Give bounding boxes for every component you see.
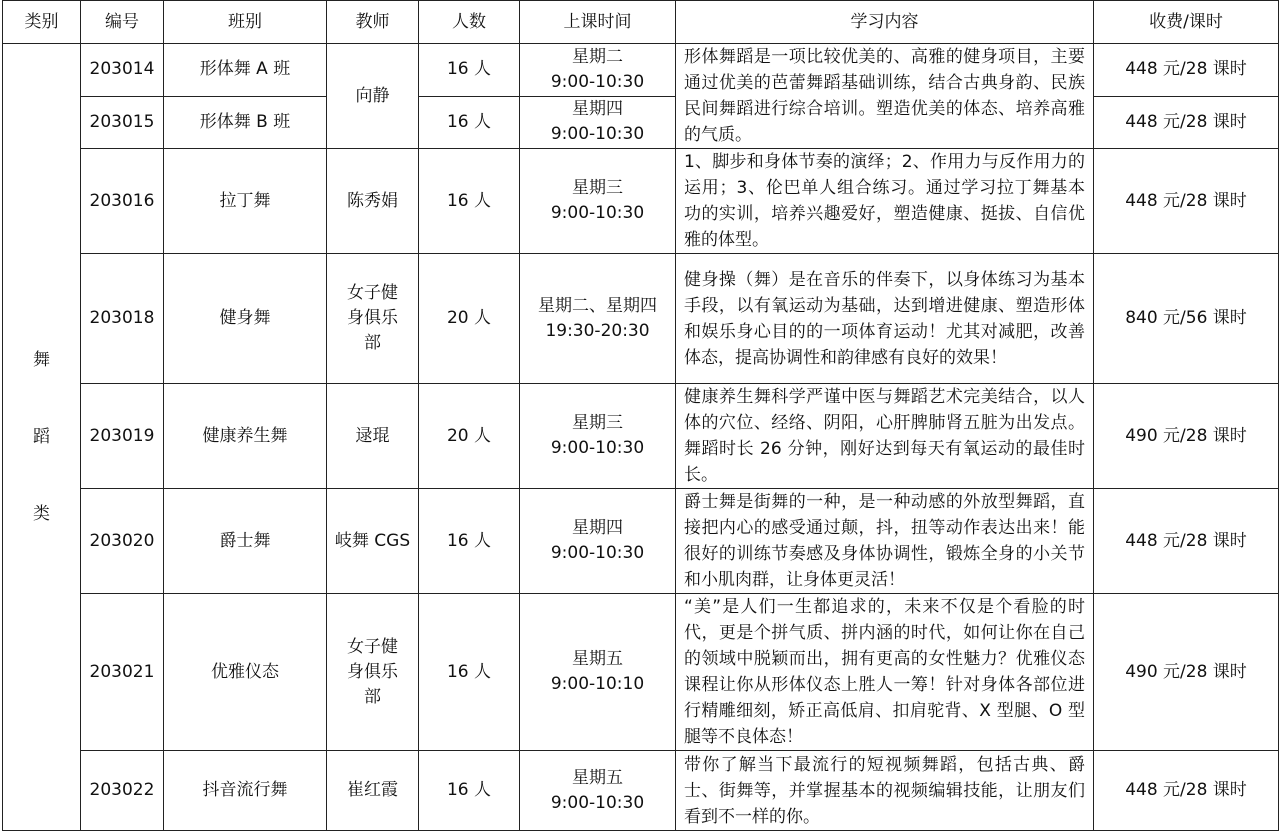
- code-cell: 203021: [81, 594, 164, 751]
- teacher-cell: [327, 384, 419, 489]
- time-cell: [520, 594, 676, 751]
- table-row: [3, 44, 1279, 97]
- time-cell: [520, 384, 676, 489]
- time-day: 星期三: [572, 178, 623, 198]
- code-cell: 203022: [81, 751, 164, 831]
- fee-cell: 448 元/28 课时: [1094, 489, 1279, 594]
- content-cell: “美”是人们一生都追求的，未来不仅是个看脸的时代，更是个拼气质、拼内涵的时代，如何让你在自己的领域中脱颖而出，拥有更高的女性魅力？优雅仪态课程让你从形体仪态上胜人一筹！针对身体各部位进行精雕细刻，矫正高低肩、扣肩驼背、X 型腿、O 型腿等不良体态！: [676, 594, 1094, 751]
- fee-cell: 840 元/56 课时: [1094, 254, 1279, 384]
- time-hours: 9:00-10:30: [550, 792, 645, 813]
- code-cell: 203020: [81, 489, 164, 594]
- code-cell: 203019: [81, 384, 164, 489]
- header-content: 学习内容: [676, 1, 1094, 44]
- fee-cell: 448 元/28 课时: [1094, 149, 1279, 254]
- teacher-line: 向静: [355, 85, 390, 106]
- teacher-line: 部: [364, 686, 381, 707]
- content-cell: 形体舞蹈是一项比较优美的、高雅的健身项目，主要通过优美的芭蕾舞蹈基础训练，结合古典身韵、民族民间舞蹈进行综合培训。塑造优美的体态、培养高雅的气质。: [676, 44, 1094, 149]
- time-hours: 9:00-10:30: [550, 543, 645, 563]
- table-row: [3, 751, 1279, 831]
- time-hours: 19:30-20:30: [545, 320, 650, 341]
- time-hours: 9:00-10:30: [550, 203, 645, 223]
- teacher-line: 女子健: [347, 636, 398, 657]
- fee-cell: 490 元/28 课时: [1094, 594, 1279, 751]
- class-cell: 健康养生舞: [164, 384, 327, 489]
- teacher-line: 部: [364, 333, 381, 353]
- time-hours: 9:00-10:10: [550, 674, 645, 694]
- fee-cell: 448 元/28 课时: [1094, 751, 1279, 831]
- teacher-line: 岐舞 CGS: [334, 530, 411, 551]
- table-row: [3, 254, 1279, 384]
- header-class: 班别: [164, 1, 327, 44]
- class-cell: 爵士舞: [164, 489, 327, 594]
- count-cell: 16 人: [419, 44, 520, 97]
- code-cell: 203016: [81, 149, 164, 254]
- time-day: 星期五: [572, 649, 623, 669]
- time-day: 星期二、星期四: [538, 295, 657, 316]
- header-time: 上课时间: [520, 1, 676, 44]
- teacher-cell: [327, 254, 419, 384]
- table-row: [3, 384, 1279, 489]
- table-row: [3, 594, 1279, 751]
- category-cell: [3, 44, 81, 831]
- time-day: 星期二: [572, 46, 623, 67]
- time-day: 星期四: [572, 518, 623, 538]
- table-row: [3, 149, 1279, 254]
- time-day: 星期四: [572, 99, 623, 120]
- content-cell: 健身操（舞）是在音乐的伴奏下，以身体练习为基本手段，以有氧运动为基础，达到增进健康、塑造形体和娱乐身心目的的一项体育运动！尤其对减肥，改善体态，提高协调性和韵律感有良好的效果！: [676, 254, 1094, 384]
- header-count: 人数: [419, 1, 520, 44]
- time-cell: [520, 751, 676, 831]
- content-cell: 爵士舞是街舞的一种，是一种动感的外放型舞蹈，直接把内心的感受通过颠，抖，扭等动作表达出来！能很好的训练节奏感及身体协调性，锻炼全身的小关节和小肌肉群，让身体更灵活！: [676, 489, 1094, 594]
- code-cell: 203014: [81, 44, 164, 97]
- content-cell: 带你了解当下最流行的短视频舞蹈，包括古典、爵士、街舞等，并掌握基本的视频编辑技能，让朋友们看到不一样的你。: [676, 751, 1094, 831]
- header-fee: 收费/课时: [1094, 1, 1279, 44]
- teacher-cell: [327, 44, 419, 149]
- fee-cell: 448 元/28 课时: [1094, 44, 1279, 97]
- time-hours: 9:00-10:30: [550, 124, 645, 145]
- class-cell: 优雅仪态: [164, 594, 327, 751]
- category-char: 舞: [33, 349, 50, 370]
- header-code: 编号: [81, 1, 164, 44]
- count-cell: 16 人: [419, 489, 520, 594]
- time-day: 星期三: [572, 413, 623, 433]
- course-table: [2, 0, 1279, 831]
- time-cell: [520, 44, 676, 97]
- time-day: 星期五: [572, 767, 623, 788]
- time-hours: 9:00-10:30: [550, 438, 645, 458]
- header-teacher: 教师: [327, 1, 419, 44]
- fee-cell: 448 元/28 课时: [1094, 96, 1279, 149]
- teacher-cell: [327, 751, 419, 831]
- class-cell: 形体舞 B 班: [164, 96, 327, 149]
- code-cell: 203015: [81, 96, 164, 149]
- teacher-line: 崔红霞: [347, 780, 398, 800]
- time-cell: [520, 149, 676, 254]
- time-cell: [520, 254, 676, 384]
- teacher-line: 女子健: [347, 283, 398, 303]
- count-cell: 20 人: [419, 384, 520, 489]
- teacher-line: 逯琨: [355, 425, 390, 446]
- time-cell: [520, 96, 676, 149]
- header-row: [3, 1, 1279, 44]
- teacher-cell: [327, 149, 419, 254]
- teacher-cell: [327, 594, 419, 751]
- header-category: 类别: [3, 1, 81, 44]
- class-cell: 抖音流行舞: [164, 751, 327, 831]
- content-cell: 健康养生舞科学严谨中医与舞蹈艺术完美结合，以人体的穴位、经络、阴阳，心肝脾肺肾五脏为出发点。舞蹈时长 26 分钟，刚好达到每天有氧运动的最佳时长。: [676, 384, 1094, 489]
- teacher-line: 身俱乐: [347, 308, 398, 328]
- count-cell: 16 人: [419, 751, 520, 831]
- teacher-line: 身俱乐: [347, 661, 398, 682]
- category-char: 类: [33, 503, 50, 524]
- count-cell: 16 人: [419, 594, 520, 751]
- count-cell: 16 人: [419, 149, 520, 254]
- content-cell: 1、脚步和身体节奏的演绎；2、作用力与反作用力的运用；3、伦巴单人组合练习。通过学习拉丁舞基本功的实训，培养兴趣爱好，塑造健康、挺拔、自信优雅的体型。: [676, 149, 1094, 254]
- fee-cell: 490 元/28 课时: [1094, 384, 1279, 489]
- category-char: 蹈: [33, 426, 50, 447]
- teacher-cell: [327, 489, 419, 594]
- table-row: [3, 489, 1279, 594]
- time-hours: 9:00-10:30: [550, 71, 645, 92]
- teacher-line: 陈秀娟: [347, 190, 398, 211]
- class-cell: 形体舞 A 班: [164, 44, 327, 97]
- count-cell: 20 人: [419, 254, 520, 384]
- count-cell: 16 人: [419, 96, 520, 149]
- code-cell: 203018: [81, 254, 164, 384]
- class-cell: 健身舞: [164, 254, 327, 384]
- time-cell: [520, 489, 676, 594]
- class-cell: 拉丁舞: [164, 149, 327, 254]
